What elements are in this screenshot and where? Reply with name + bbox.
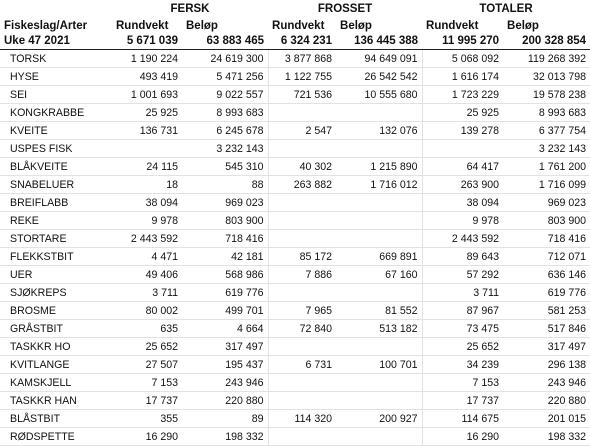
table-row bbox=[0, 428, 590, 446]
totaler-belop-cell: 8 993 683 bbox=[503, 104, 590, 122]
species-name-cell: KVITLANGE bbox=[0, 356, 112, 374]
fersk-rundvekt-cell: 3 711 bbox=[112, 284, 182, 302]
totaler-belop-cell: 296 138 bbox=[503, 356, 590, 374]
group-header-fersk: FERSK bbox=[170, 3, 210, 15]
totaler-belop-cell: 636 146 bbox=[503, 266, 590, 284]
species-name-cell: HYSE bbox=[0, 68, 112, 86]
fersk-rundvekt-cell: 7 153 bbox=[112, 374, 182, 392]
frosset-belop-cell: 100 701 bbox=[336, 356, 422, 374]
fersk-rundvekt-cell: 136 731 bbox=[112, 122, 182, 140]
frosset-belop-cell bbox=[336, 212, 422, 230]
total-fersk-belop: 63 883 465 bbox=[182, 32, 268, 50]
table-row bbox=[0, 158, 590, 176]
frosset-belop-cell: 1 716 012 bbox=[336, 176, 422, 194]
total-frosset-rundvekt: 6 324 231 bbox=[268, 32, 336, 50]
species-name-cell: KONGKRABBE bbox=[0, 104, 112, 122]
frosset-rundvekt-cell bbox=[268, 212, 336, 230]
frosset-rundvekt-cell: 85 172 bbox=[268, 248, 336, 266]
totaler-rundvekt-cell: 17 737 bbox=[422, 392, 503, 410]
table-row bbox=[0, 194, 590, 212]
table-row bbox=[0, 86, 590, 104]
frosset-rundvekt-cell: 72 840 bbox=[268, 320, 336, 338]
table-row bbox=[0, 320, 590, 338]
totaler-rundvekt-cell: 16 290 bbox=[422, 428, 503, 446]
species-name-cell: USPES FISK bbox=[0, 140, 112, 158]
fersk-rundvekt-cell: 4 471 bbox=[112, 248, 182, 266]
frosset-rundvekt-cell: 3 877 868 bbox=[268, 50, 336, 68]
species-name-cell: RØDSPETTE bbox=[0, 428, 112, 446]
totaler-rundvekt-cell: 87 967 bbox=[422, 302, 503, 320]
fersk-belop-cell: 198 332 bbox=[182, 428, 268, 446]
frosset-belop-cell: 200 927 bbox=[336, 410, 422, 428]
species-name-cell: SEI bbox=[0, 86, 112, 104]
totaler-belop-cell: 1 716 099 bbox=[503, 176, 590, 194]
group-header-frosset: FROSSET bbox=[317, 3, 373, 15]
frosset-rundvekt-cell bbox=[268, 230, 336, 248]
fersk-belop-cell: 718 416 bbox=[182, 230, 268, 248]
fersk-belop-cell: 220 880 bbox=[182, 392, 268, 410]
totaler-rundvekt-cell: 64 417 bbox=[422, 158, 503, 176]
frosset-belop-cell: 513 182 bbox=[336, 320, 422, 338]
table-row bbox=[0, 50, 590, 68]
frosset-rundvekt-cell bbox=[268, 104, 336, 122]
totaler-rundvekt-cell: 1 723 229 bbox=[422, 86, 503, 104]
fersk-belop-cell: 499 701 bbox=[182, 302, 268, 320]
table-row bbox=[0, 68, 590, 86]
table-row bbox=[0, 122, 590, 140]
frosset-rundvekt-cell: 7 965 bbox=[268, 302, 336, 320]
species-name-cell: BLÅKVEITE bbox=[0, 158, 112, 176]
table-row bbox=[0, 302, 590, 320]
frosset-rundvekt-cell bbox=[268, 338, 336, 356]
fersk-belop-cell: 4 664 bbox=[182, 320, 268, 338]
species-name-cell: BROSME bbox=[0, 302, 112, 320]
totaler-belop-cell: 3 232 143 bbox=[503, 140, 590, 158]
totaler-belop-cell: 119 268 392 bbox=[503, 50, 590, 68]
totaler-belop-cell: 6 377 754 bbox=[503, 122, 590, 140]
totaler-rundvekt-cell: 5 068 092 bbox=[422, 50, 503, 68]
total-totaler-belop: 200 328 854 bbox=[503, 32, 590, 50]
fersk-belop-cell: 8 993 683 bbox=[182, 104, 268, 122]
fersk-rundvekt-cell: 1 001 693 bbox=[112, 86, 182, 104]
totaler-rundvekt-cell: 9 978 bbox=[422, 212, 503, 230]
fersk-rundvekt-cell: 355 bbox=[112, 410, 182, 428]
totaler-rundvekt-cell: 89 643 bbox=[422, 248, 503, 266]
frosset-belop-cell bbox=[336, 194, 422, 212]
table-row bbox=[0, 176, 590, 194]
fersk-rundvekt-cell: 24 115 bbox=[112, 158, 182, 176]
table-row bbox=[0, 410, 590, 428]
frosset-rundvekt-cell bbox=[268, 428, 336, 446]
totaler-rundvekt-cell: 139 278 bbox=[422, 122, 503, 140]
species-name-cell: BREIFLABB bbox=[0, 194, 112, 212]
frosset-belop-cell: 94 649 091 bbox=[336, 50, 422, 68]
fersk-belop-cell: 42 181 bbox=[182, 248, 268, 266]
fersk-rundvekt-cell: 16 290 bbox=[112, 428, 182, 446]
fersk-rundvekt-cell: 18 bbox=[112, 176, 182, 194]
fersk-rundvekt-cell: 25 925 bbox=[112, 104, 182, 122]
totaler-belop-cell: 201 015 bbox=[503, 410, 590, 428]
fersk-belop-header: Beløp bbox=[186, 20, 218, 32]
total-fersk-rundvekt: 5 671 039 bbox=[112, 32, 182, 50]
frosset-belop-cell bbox=[336, 374, 422, 392]
species-rows bbox=[0, 50, 590, 446]
totaler-rundvekt-cell: 25 925 bbox=[422, 104, 503, 122]
totaler-rundvekt-header: Rundvekt bbox=[426, 20, 479, 32]
frosset-belop-cell: 132 076 bbox=[336, 122, 422, 140]
species-name-cell: KAMSKJELL bbox=[0, 374, 112, 392]
table-row bbox=[0, 284, 590, 302]
fersk-belop-cell: 545 310 bbox=[182, 158, 268, 176]
frosset-rundvekt-cell: 6 731 bbox=[268, 356, 336, 374]
fersk-belop-cell: 3 232 143 bbox=[182, 140, 268, 158]
table-row bbox=[0, 230, 590, 248]
fersk-belop-cell: 243 946 bbox=[182, 374, 268, 392]
frosset-belop-cell bbox=[336, 104, 422, 122]
frosset-belop-cell bbox=[336, 392, 422, 410]
frosset-rundvekt-cell bbox=[268, 392, 336, 410]
fersk-belop-cell: 9 022 557 bbox=[182, 86, 268, 104]
totaler-rundvekt-cell: 73 475 bbox=[422, 320, 503, 338]
species-name-cell: BLÅSTBIT bbox=[0, 410, 112, 428]
table-row bbox=[0, 266, 590, 284]
frosset-belop-cell: 26 542 542 bbox=[336, 68, 422, 86]
totaler-rundvekt-cell: 114 675 bbox=[422, 410, 503, 428]
group-header-row bbox=[0, 0, 590, 15]
fersk-rundvekt-cell: 38 094 bbox=[112, 194, 182, 212]
fersk-belop-cell: 5 471 256 bbox=[182, 68, 268, 86]
table-row bbox=[0, 104, 590, 122]
totaler-belop-cell: 19 578 238 bbox=[503, 86, 590, 104]
fersk-rundvekt-header: Rundvekt bbox=[116, 20, 169, 32]
fersk-rundvekt-cell: 25 652 bbox=[112, 338, 182, 356]
species-name-cell: KVEITE bbox=[0, 122, 112, 140]
table-row bbox=[0, 356, 590, 374]
table-row bbox=[0, 212, 590, 230]
fersk-belop-cell: 803 900 bbox=[182, 212, 268, 230]
frosset-belop-cell bbox=[336, 428, 422, 446]
table-row bbox=[0, 392, 590, 410]
fersk-rundvekt-cell: 49 406 bbox=[112, 266, 182, 284]
group-header-totaler: TOTALER bbox=[479, 3, 533, 15]
totaler-rundvekt-cell: 57 292 bbox=[422, 266, 503, 284]
frosset-rundvekt-cell: 114 320 bbox=[268, 410, 336, 428]
species-name-cell: REKE bbox=[0, 212, 112, 230]
species-name-cell: SJØKREPS bbox=[0, 284, 112, 302]
fersk-belop-cell: 88 bbox=[182, 176, 268, 194]
totaler-rundvekt-cell: 3 711 bbox=[422, 284, 503, 302]
totaler-belop-cell: 32 013 798 bbox=[503, 68, 590, 86]
totaler-belop-cell: 243 946 bbox=[503, 374, 590, 392]
fersk-rundvekt-cell: 9 978 bbox=[112, 212, 182, 230]
totaler-rundvekt-cell: 25 652 bbox=[422, 338, 503, 356]
frosset-belop-cell: 10 555 680 bbox=[336, 86, 422, 104]
fersk-rundvekt-cell: 635 bbox=[112, 320, 182, 338]
totaler-rundvekt-cell: 7 153 bbox=[422, 374, 503, 392]
totaler-belop-cell: 1 761 200 bbox=[503, 158, 590, 176]
fersk-rundvekt-cell: 2 443 592 bbox=[112, 230, 182, 248]
totaler-rundvekt-cell: 34 239 bbox=[422, 356, 503, 374]
totaler-belop-cell: 712 071 bbox=[503, 248, 590, 266]
frosset-belop-cell bbox=[336, 230, 422, 248]
species-name-cell: FLEKKSTBIT bbox=[0, 248, 112, 266]
fersk-rundvekt-cell: 27 507 bbox=[112, 356, 182, 374]
fersk-belop-cell: 24 619 300 bbox=[182, 50, 268, 68]
fersk-rundvekt-cell bbox=[112, 140, 182, 158]
group-header-spacer bbox=[0, 0, 112, 15]
frosset-rundvekt-cell bbox=[268, 194, 336, 212]
fersk-belop-cell: 568 986 bbox=[182, 266, 268, 284]
species-name-cell: SNABELUER bbox=[0, 176, 112, 194]
frosset-belop-cell: 81 552 bbox=[336, 302, 422, 320]
total-frosset-belop: 136 445 388 bbox=[336, 32, 422, 50]
fersk-belop-cell: 195 437 bbox=[182, 356, 268, 374]
species-column-header: Fiskeslag/Arter bbox=[4, 20, 88, 32]
fersk-rundvekt-cell: 1 190 224 bbox=[112, 50, 182, 68]
frosset-rundvekt-cell: 721 536 bbox=[268, 86, 336, 104]
frosset-rundvekt-cell: 2 547 bbox=[268, 122, 336, 140]
species-name-cell: GRÅSTBIT bbox=[0, 320, 112, 338]
totaler-rundvekt-cell bbox=[422, 140, 503, 158]
totaler-rundvekt-cell: 1 616 174 bbox=[422, 68, 503, 86]
species-name-cell: STORTARE bbox=[0, 230, 112, 248]
week-label: Uke 47 2021 bbox=[0, 32, 112, 50]
column-header-row bbox=[0, 15, 590, 32]
totaler-belop-cell: 803 900 bbox=[503, 212, 590, 230]
totaler-rundvekt-cell: 38 094 bbox=[422, 194, 503, 212]
fersk-belop-cell: 89 bbox=[182, 410, 268, 428]
species-name-cell: TORSK bbox=[0, 50, 112, 68]
table-row bbox=[0, 374, 590, 392]
fersk-rundvekt-cell: 17 737 bbox=[112, 392, 182, 410]
frosset-rundvekt-cell: 40 302 bbox=[268, 158, 336, 176]
totaler-belop-cell: 619 776 bbox=[503, 284, 590, 302]
fersk-belop-cell: 619 776 bbox=[182, 284, 268, 302]
fersk-rundvekt-cell: 80 002 bbox=[112, 302, 182, 320]
frosset-rundvekt-cell: 7 886 bbox=[268, 266, 336, 284]
frosset-belop-header: Beløp bbox=[340, 20, 372, 32]
fersk-rundvekt-cell: 493 419 bbox=[112, 68, 182, 86]
species-name-cell: TASKKR HO bbox=[0, 338, 112, 356]
frosset-rundvekt-cell: 263 882 bbox=[268, 176, 336, 194]
fersk-belop-cell: 6 245 678 bbox=[182, 122, 268, 140]
totaler-belop-cell: 198 332 bbox=[503, 428, 590, 446]
species-name-cell: TASKKR HAN bbox=[0, 392, 112, 410]
frosset-belop-cell bbox=[336, 338, 422, 356]
frosset-belop-cell bbox=[336, 140, 422, 158]
totaler-belop-cell: 581 253 bbox=[503, 302, 590, 320]
totaler-belop-cell: 220 880 bbox=[503, 392, 590, 410]
table-row bbox=[0, 338, 590, 356]
totaler-belop-header: Beløp bbox=[507, 20, 539, 32]
totaler-belop-cell: 517 846 bbox=[503, 320, 590, 338]
totaler-belop-cell: 969 023 bbox=[503, 194, 590, 212]
species-name-cell: UER bbox=[0, 266, 112, 284]
frosset-belop-cell: 669 891 bbox=[336, 248, 422, 266]
totaler-rundvekt-cell: 263 900 bbox=[422, 176, 503, 194]
fersk-belop-cell: 969 023 bbox=[182, 194, 268, 212]
totals-row bbox=[0, 32, 590, 50]
frosset-rundvekt-cell: 1 122 755 bbox=[268, 68, 336, 86]
total-totaler-rundvekt: 11 995 270 bbox=[422, 32, 503, 50]
frosset-belop-cell bbox=[336, 284, 422, 302]
table-row bbox=[0, 248, 590, 266]
frosset-belop-cell: 1 215 890 bbox=[336, 158, 422, 176]
frosset-rundvekt-cell bbox=[268, 140, 336, 158]
frosset-belop-cell: 67 160 bbox=[336, 266, 422, 284]
totaler-belop-cell: 317 497 bbox=[503, 338, 590, 356]
frosset-rundvekt-header: Rundvekt bbox=[272, 20, 325, 32]
totaler-belop-cell: 718 416 bbox=[503, 230, 590, 248]
table-row bbox=[0, 140, 590, 158]
frosset-rundvekt-cell bbox=[268, 284, 336, 302]
totaler-rundvekt-cell: 2 443 592 bbox=[422, 230, 503, 248]
frosset-rundvekt-cell bbox=[268, 374, 336, 392]
fersk-belop-cell: 317 497 bbox=[182, 338, 268, 356]
